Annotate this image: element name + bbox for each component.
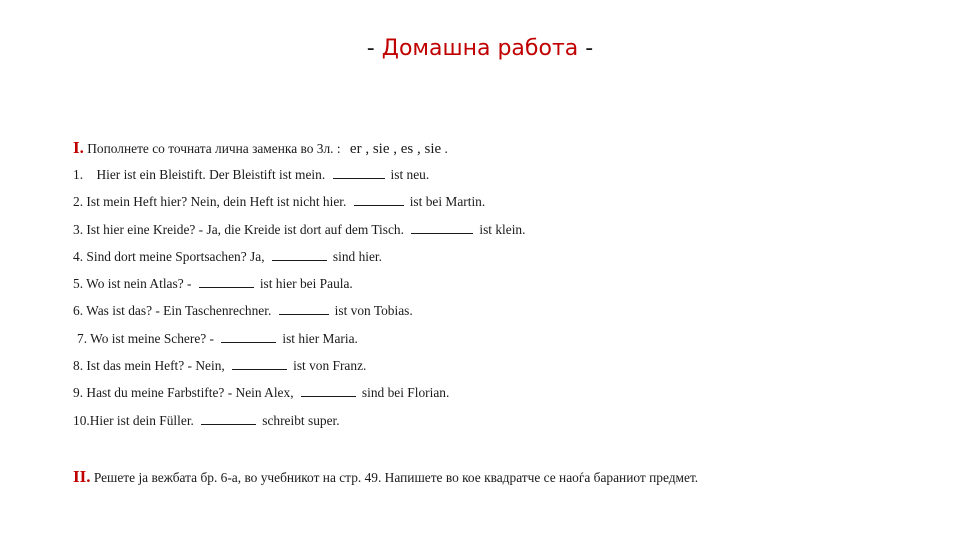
answer-blank[interactable] [199, 276, 254, 288]
answer-blank[interactable] [221, 331, 276, 343]
sentence-end: ist bei Martin. [409, 194, 486, 209]
sentence-4 [73, 249, 382, 265]
sentence-text: Ist das mein Heft? - Nein, [86, 358, 225, 373]
answer-blank[interactable] [354, 194, 404, 206]
sentence-9 [73, 385, 449, 401]
page-title [0, 36, 960, 61]
title-dash-right: - [585, 36, 594, 61]
sentence-text: Sind dort meine Sportsachen? Ja, [86, 249, 265, 264]
sentence-number: 8. [73, 358, 84, 373]
sentence-1 [73, 167, 429, 183]
sentence-text: Wo ist meine Schere? - [90, 331, 215, 346]
sentence-7 [77, 331, 358, 347]
sentence-text: Ist hier eine Kreide? - Ja, die Kreide ist dort auf dem Tisch. [86, 222, 404, 237]
sentence-6 [73, 303, 413, 319]
sentence-end: ist klein. [479, 222, 526, 237]
sentence-text: Hast du meine Farbstifte? - Nein Alex, [86, 385, 294, 400]
sentence-end: schreibt super. [262, 413, 340, 428]
sentence-end: ist von Franz. [293, 358, 367, 373]
sentence-text: Wo ist nein Atlas? - [86, 276, 192, 291]
sentence-number: 5. [73, 276, 84, 291]
answer-blank[interactable] [411, 222, 473, 234]
answer-blank[interactable] [232, 358, 287, 370]
sentence-text: Ist mein Heft hier? Nein, dein Heft ist nicht hier. [86, 194, 347, 209]
answer-blank[interactable] [333, 167, 385, 179]
sentence-number: 7. [77, 331, 88, 346]
sentence-number: 10. [73, 413, 90, 428]
sentence-number: 3. [73, 222, 84, 237]
title-dash-left: - [366, 36, 375, 61]
sentence-10 [73, 413, 340, 429]
sentence-2 [73, 194, 485, 210]
sentence-number: 9. [73, 385, 84, 400]
section-2-instruction: Решете ја вежбата бр. 6-а, во учебникот на стр. 49. Напишете во кое квадратче се наоѓа бараниот предмет. [93, 470, 699, 485]
sentence-number: 2. [73, 194, 84, 209]
answer-blank[interactable] [279, 303, 329, 315]
sentence-text: Hier ist ein Bleistift. Der Bleistift ist mein. [96, 167, 326, 182]
sentence-number: 6. [73, 303, 84, 318]
sentence-8 [73, 358, 366, 374]
sentence-3 [73, 222, 525, 238]
sentence-end: ist hier bei Paula. [259, 276, 353, 291]
pronoun-list-period: . [444, 141, 448, 156]
sentence-end: sind bei Florian. [361, 385, 450, 400]
sentence-end: ist hier Maria. [282, 331, 358, 346]
pronoun-list: er , sie , es , sie [349, 141, 442, 157]
section-2-heading [73, 467, 698, 487]
section-1-instruction: Пополнете со точната лична заменка во 3л. : [87, 141, 341, 156]
sentence-text: Was ist das? - Ein Taschenrechner. [86, 303, 272, 318]
answer-blank[interactable] [272, 249, 327, 261]
section-1-heading [73, 138, 448, 158]
section-2-numeral: II. [73, 467, 91, 486]
answer-blank[interactable] [301, 385, 356, 397]
sentence-text: Hier ist dein Füller. [89, 413, 194, 428]
title-main: Домашна работа [381, 36, 579, 61]
sentence-end: ist neu. [390, 167, 430, 182]
sentence-5 [73, 276, 353, 292]
sentence-end: ist von Tobias. [334, 303, 413, 318]
sentence-number: 1. [73, 167, 84, 182]
section-1-numeral: I. [73, 138, 84, 157]
answer-blank[interactable] [201, 413, 256, 425]
sentence-end: sind hier. [332, 249, 383, 264]
sentence-number: 4. [73, 249, 84, 264]
